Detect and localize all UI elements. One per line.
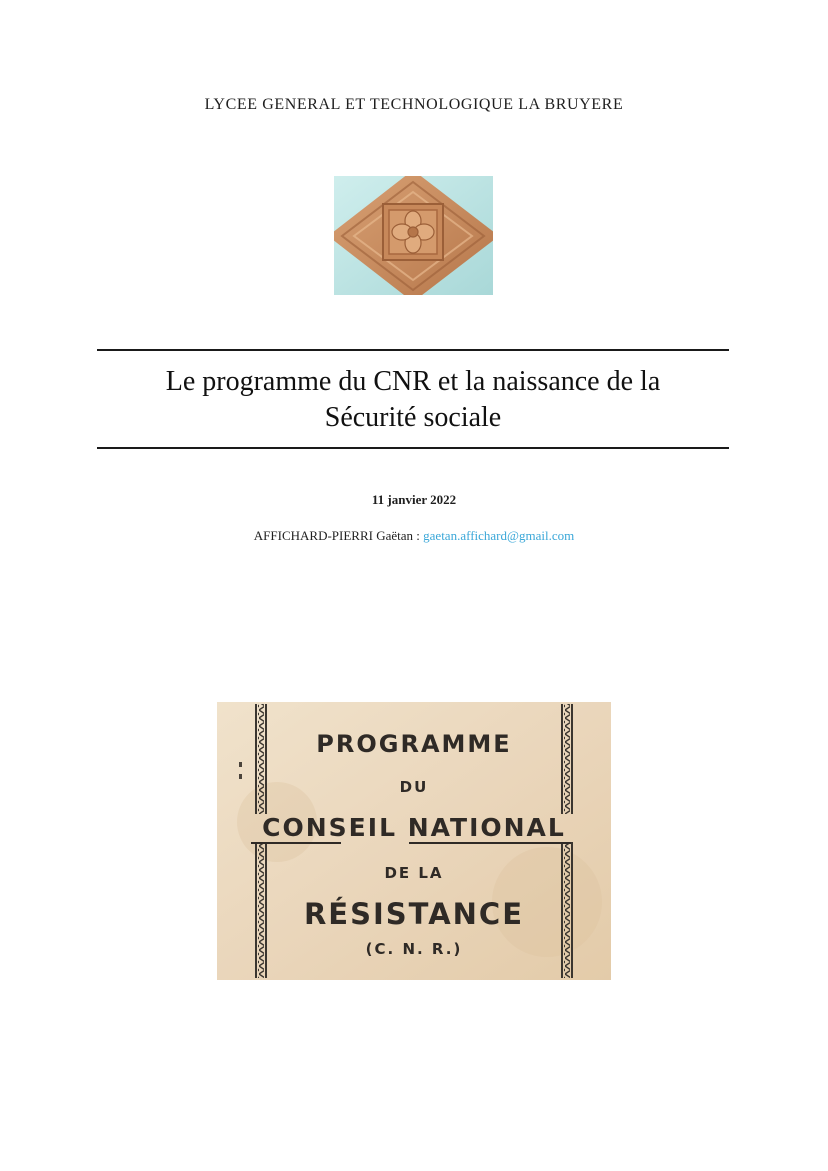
cnr-cover-image <box>217 702 611 980</box>
cover-line-1: PROGRAMME <box>316 730 512 758</box>
title-rule-top <box>97 349 729 351</box>
document-date: 11 janvier 2022 <box>371 492 457 507</box>
cover-line-4: DE LA <box>384 864 444 882</box>
title-rule-bottom <box>97 447 729 449</box>
cover-line-5: RÉSISTANCE <box>303 897 525 931</box>
cover-line-2: DU <box>399 778 429 796</box>
document-title <box>97 364 729 436</box>
author-name: AFFICHARD-PIERRI Gaëtan <box>253 528 414 543</box>
title-line-2: Sécurité sociale <box>324 402 502 433</box>
cover-line-6: (C. N. R.) <box>365 940 463 958</box>
cover-line-3: CONSEIL NATIONAL <box>262 813 566 842</box>
school-logo-icon <box>334 176 493 295</box>
institution-name: LYCEE GENERAL ET TECHNOLOGIQUE LA BRUYERE <box>204 96 624 113</box>
title-line-1: Le programme du CNR et la naissance de la <box>165 366 661 397</box>
author-separator: : <box>413 528 424 543</box>
author-email-link[interactable]: gaetan.affichard@gmail.com <box>423 528 575 543</box>
author-line <box>0 528 828 544</box>
